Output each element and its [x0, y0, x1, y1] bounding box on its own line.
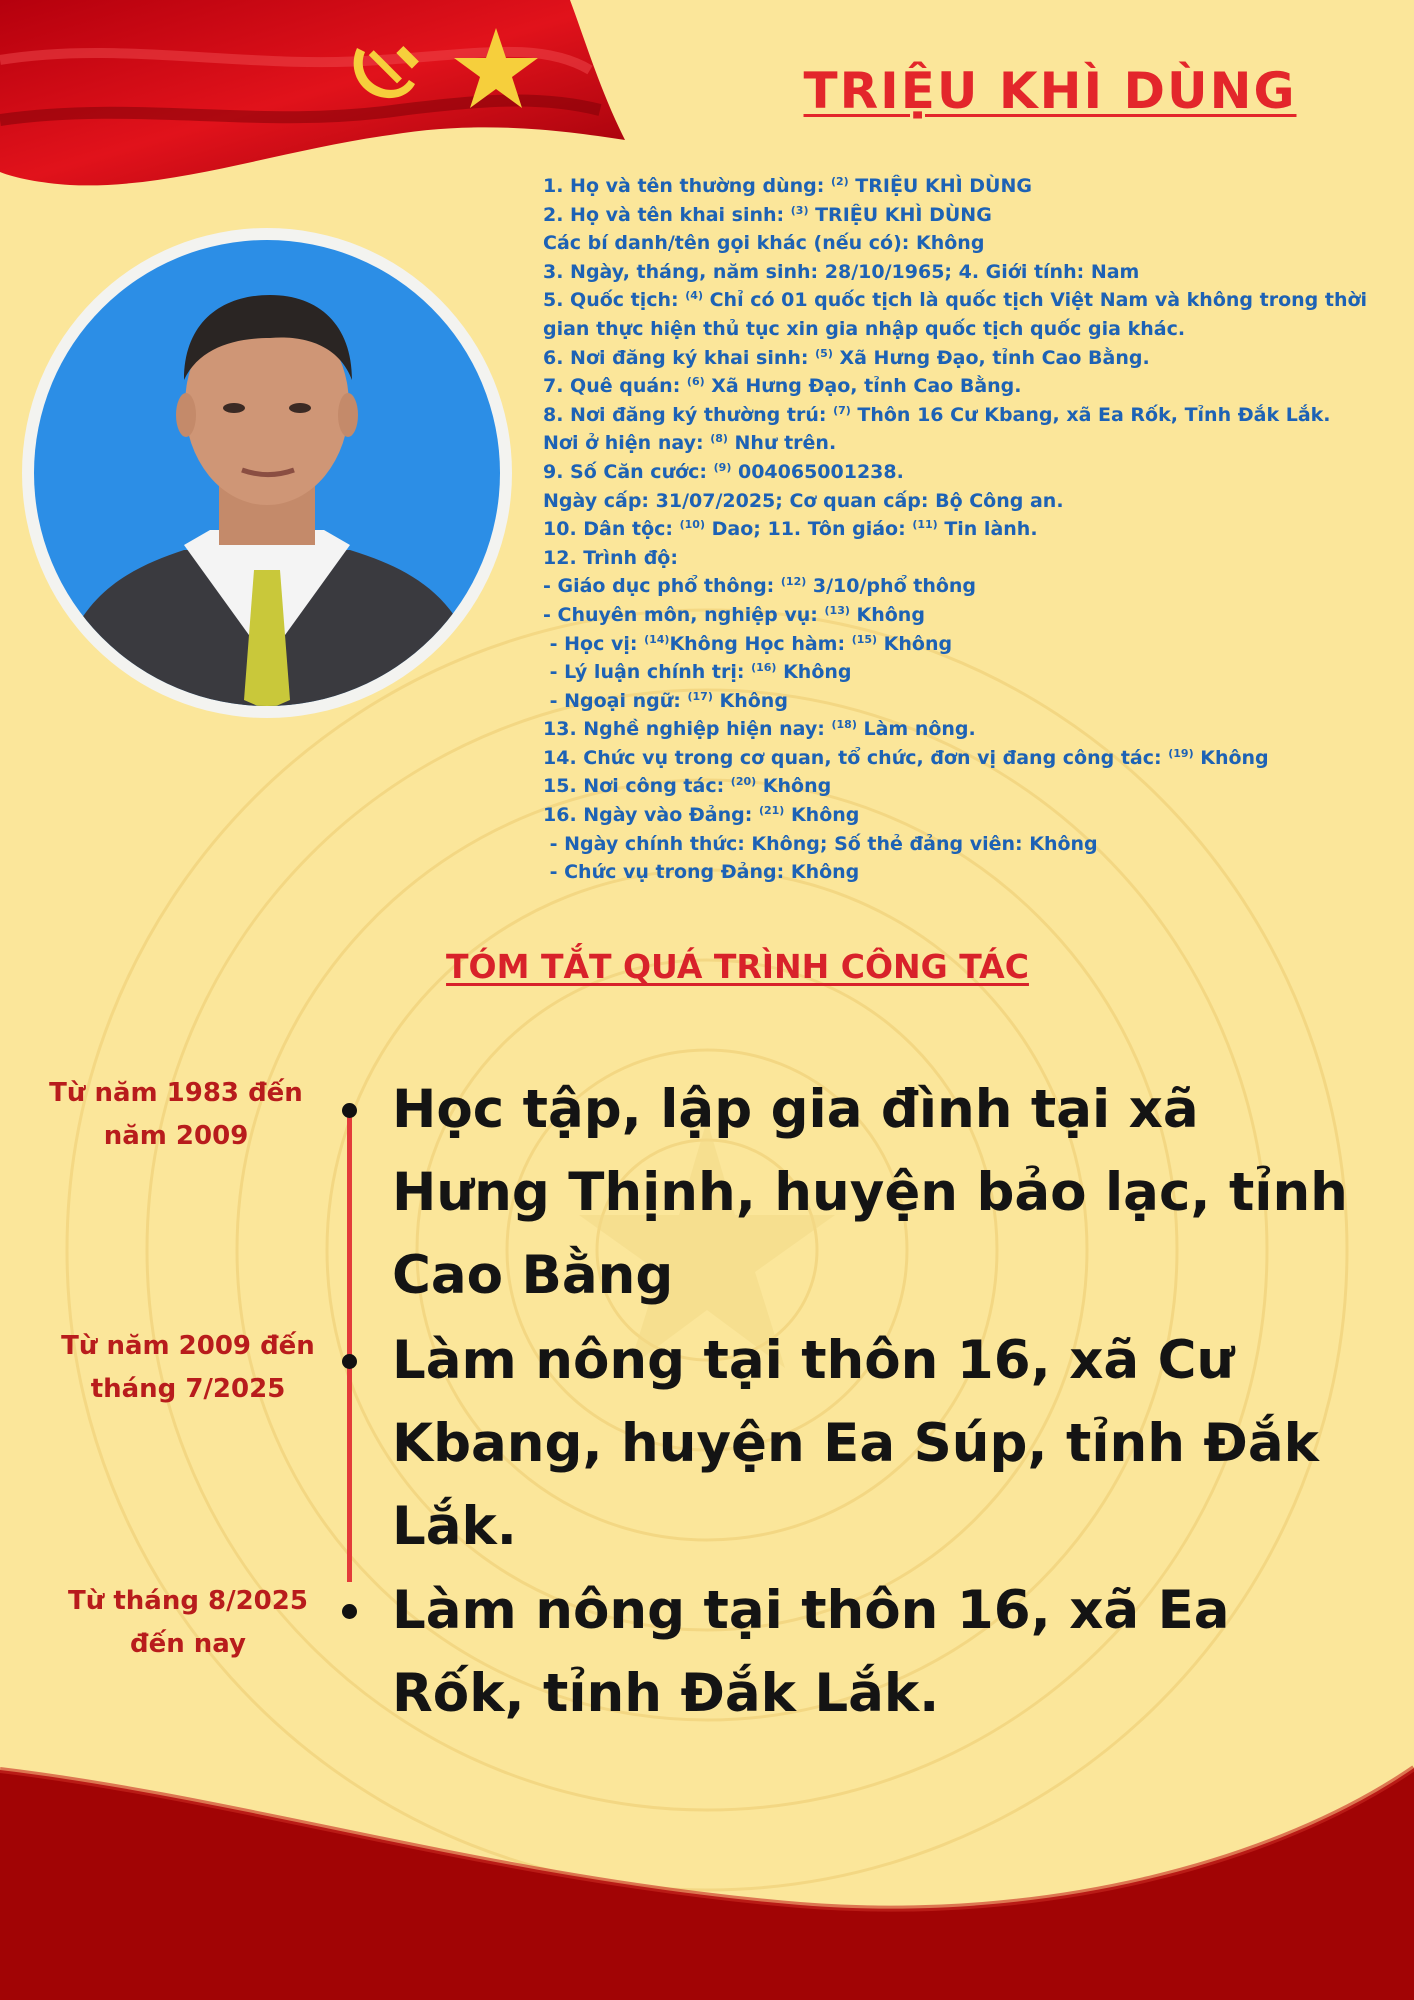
- timeline-period: Từ tháng 8/2025 đến nay: [68, 1586, 308, 1659]
- info-line: [543, 515, 1373, 544]
- info-text: Các bí danh/tên gọi khác (nếu có): Không: [543, 232, 985, 255]
- info-text: 3/10/phổ thông: [806, 575, 977, 598]
- footnote-marker: (5): [815, 346, 833, 360]
- info-text: 8. Nơi đăng ký thường trú:: [543, 403, 834, 426]
- info-text: 004065001238.: [731, 460, 904, 483]
- section-title: TÓM TẮT QUÁ TRÌNH CÔNG TÁC: [446, 947, 1029, 986]
- info-text: Không: [849, 603, 925, 626]
- info-text: - Chuyên môn, nghiệp vụ:: [543, 603, 825, 626]
- footnote-marker: (12): [780, 575, 807, 589]
- info-text: 1. Họ và tên thường dùng:: [543, 175, 831, 197]
- info-line: [543, 487, 1373, 516]
- avatar: [22, 228, 512, 718]
- info-text: - Học vị:: [543, 632, 645, 655]
- timeline-dot: [342, 1354, 357, 1369]
- timeline-period: Từ năm 1983 đến năm 2009: [49, 1078, 303, 1151]
- footnote-marker: (18): [831, 718, 857, 732]
- info-text: Không: [776, 661, 852, 684]
- footnote-marker: (20): [730, 775, 757, 789]
- timeline-event: Học tập, lập gia đình tại xã Hưng Thịnh, huyện bảo lạc, tỉnh Cao Bằng: [392, 1079, 1348, 1306]
- timeline-event: Làm nông tại thôn 16, xã Ea Rốk, tỉnh Đắk Lắk.: [392, 1580, 1230, 1724]
- info-text: Không: [712, 689, 788, 712]
- info-text: 10. Dân tộc:: [543, 518, 680, 541]
- timeline-event: Làm nông tại thôn 16, xã Cư Kbang, huyện Ea Súp, tỉnh Đắk Lắk.: [392, 1330, 1319, 1557]
- candidate-name: TRIỆU KHÌ DÙNG: [803, 62, 1297, 120]
- footnote-marker: (3): [790, 203, 809, 217]
- info-text: Nơi ở hiện nay:: [543, 432, 711, 455]
- info-text: Không: [1193, 746, 1269, 769]
- info-line: [543, 744, 1373, 773]
- info-text: 12. Trình độ:: [543, 546, 678, 569]
- footnote-marker: (7): [833, 403, 851, 417]
- footnote-marker: (14): [644, 632, 670, 646]
- info-text: 5. Quốc tịch:: [543, 289, 686, 312]
- info-line: [543, 630, 1373, 659]
- info-line: [543, 772, 1373, 801]
- footnote-marker: (4): [685, 289, 703, 303]
- footnote-marker: (10): [679, 518, 705, 532]
- info-text: Ngày cấp: 31/07/2025; Cơ quan cấp: Bộ Công an.: [543, 489, 1064, 512]
- info-text: TRIỆU KHÌ DÙNG: [808, 203, 992, 226]
- footnote-marker: (9): [713, 460, 732, 474]
- info-line: [543, 572, 1373, 601]
- info-text: Không Học hàm:: [669, 632, 852, 655]
- party-flag: [0, 0, 640, 200]
- footnote-marker: (6): [686, 375, 705, 389]
- info-text: 3. Ngày, tháng, năm sinh: 28/10/1965; 4. Giới tính: Nam: [543, 260, 1140, 283]
- info-text: Xã Hưng Đạo, tỉnh Cao Bằng.: [704, 375, 1022, 398]
- timeline-period: Từ năm 2009 đến tháng 7/2025: [61, 1331, 315, 1404]
- info-text: 2. Họ và tên khai sinh:: [543, 203, 791, 226]
- info-line: [543, 458, 1373, 487]
- info-line: [543, 544, 1373, 573]
- footnote-marker: (17): [687, 689, 713, 703]
- footnote-marker: (2): [830, 175, 849, 188]
- bottom-wave: [0, 1740, 1414, 2000]
- footnote-marker: (15): [851, 632, 878, 646]
- info-line: [543, 286, 1373, 343]
- info-text: - Ngày chính thức: Không; Số thẻ đảng viên: Không: [543, 832, 1098, 855]
- footnote-marker: (16): [751, 661, 777, 675]
- footnote-marker: (11): [912, 518, 938, 532]
- footnote-marker: (19): [1168, 746, 1194, 760]
- info-text: 9. Số Căn cước:: [543, 460, 714, 483]
- info-text: Xã Hưng Đạo, tỉnh Cao Bằng.: [832, 346, 1150, 369]
- info-line: [543, 830, 1373, 859]
- info-line: [543, 172, 1373, 201]
- info-text: TRIỆU KHÌ DÙNG: [848, 175, 1032, 197]
- info-text: 6. Nơi đăng ký khai sinh:: [543, 346, 816, 369]
- info-text: Thôn 16 Cư Kbang, xã Ea Rốk, Tỉnh Đắk Lắk.: [850, 403, 1331, 426]
- info-line: [543, 229, 1373, 258]
- footnote-marker: (8): [710, 432, 728, 446]
- personal-info: [543, 172, 1373, 887]
- info-text: Như trên.: [727, 432, 837, 455]
- timeline-dot: [342, 1103, 357, 1118]
- info-line: [543, 715, 1373, 744]
- info-text: - Chức vụ trong Đảng: Không: [543, 861, 860, 884]
- info-text: Không: [784, 804, 860, 827]
- info-line: [543, 429, 1373, 458]
- info-text: 16. Ngày vào Đảng:: [543, 804, 759, 827]
- info-text: 13. Nghề nghiệp hiện nay:: [543, 718, 832, 741]
- info-line: [543, 401, 1373, 430]
- info-line: [543, 344, 1373, 373]
- footnote-marker: (13): [824, 603, 850, 617]
- footnote-marker: (21): [758, 804, 785, 818]
- info-line: [543, 372, 1373, 401]
- info-line: [543, 658, 1373, 687]
- info-line: [543, 687, 1373, 716]
- info-text: Không: [877, 632, 953, 655]
- info-text: - Ngoại ngữ:: [543, 689, 688, 712]
- info-line: [543, 801, 1373, 830]
- info-text: - Giáo dục phổ thông:: [543, 575, 781, 598]
- info-text: Dao; 11. Tôn giáo:: [705, 518, 913, 541]
- info-line: [543, 258, 1373, 287]
- info-text: Chỉ có 01 quốc tịch là quốc tịch Việt Nam và không trong thời gian thực hiện thủ tục xin gia nhập quốc tịch quốc gia khác.: [543, 289, 1368, 340]
- timeline-dot: [342, 1604, 357, 1619]
- info-text: 14. Chức vụ trong cơ quan, tổ chức, đơn vị đang công tác:: [543, 746, 1169, 769]
- info-text: 7. Quê quán:: [543, 375, 687, 398]
- timeline-line: [347, 1108, 352, 1582]
- info-line: [543, 858, 1373, 887]
- info-text: - Lý luận chính trị:: [543, 661, 752, 684]
- info-text: Làm nông.: [856, 718, 976, 741]
- info-text: Không: [756, 775, 832, 798]
- info-text: Tin lành.: [937, 518, 1038, 541]
- info-line: [543, 201, 1373, 230]
- info-line: [543, 601, 1373, 630]
- info-text: 15. Nơi công tác:: [543, 775, 731, 798]
